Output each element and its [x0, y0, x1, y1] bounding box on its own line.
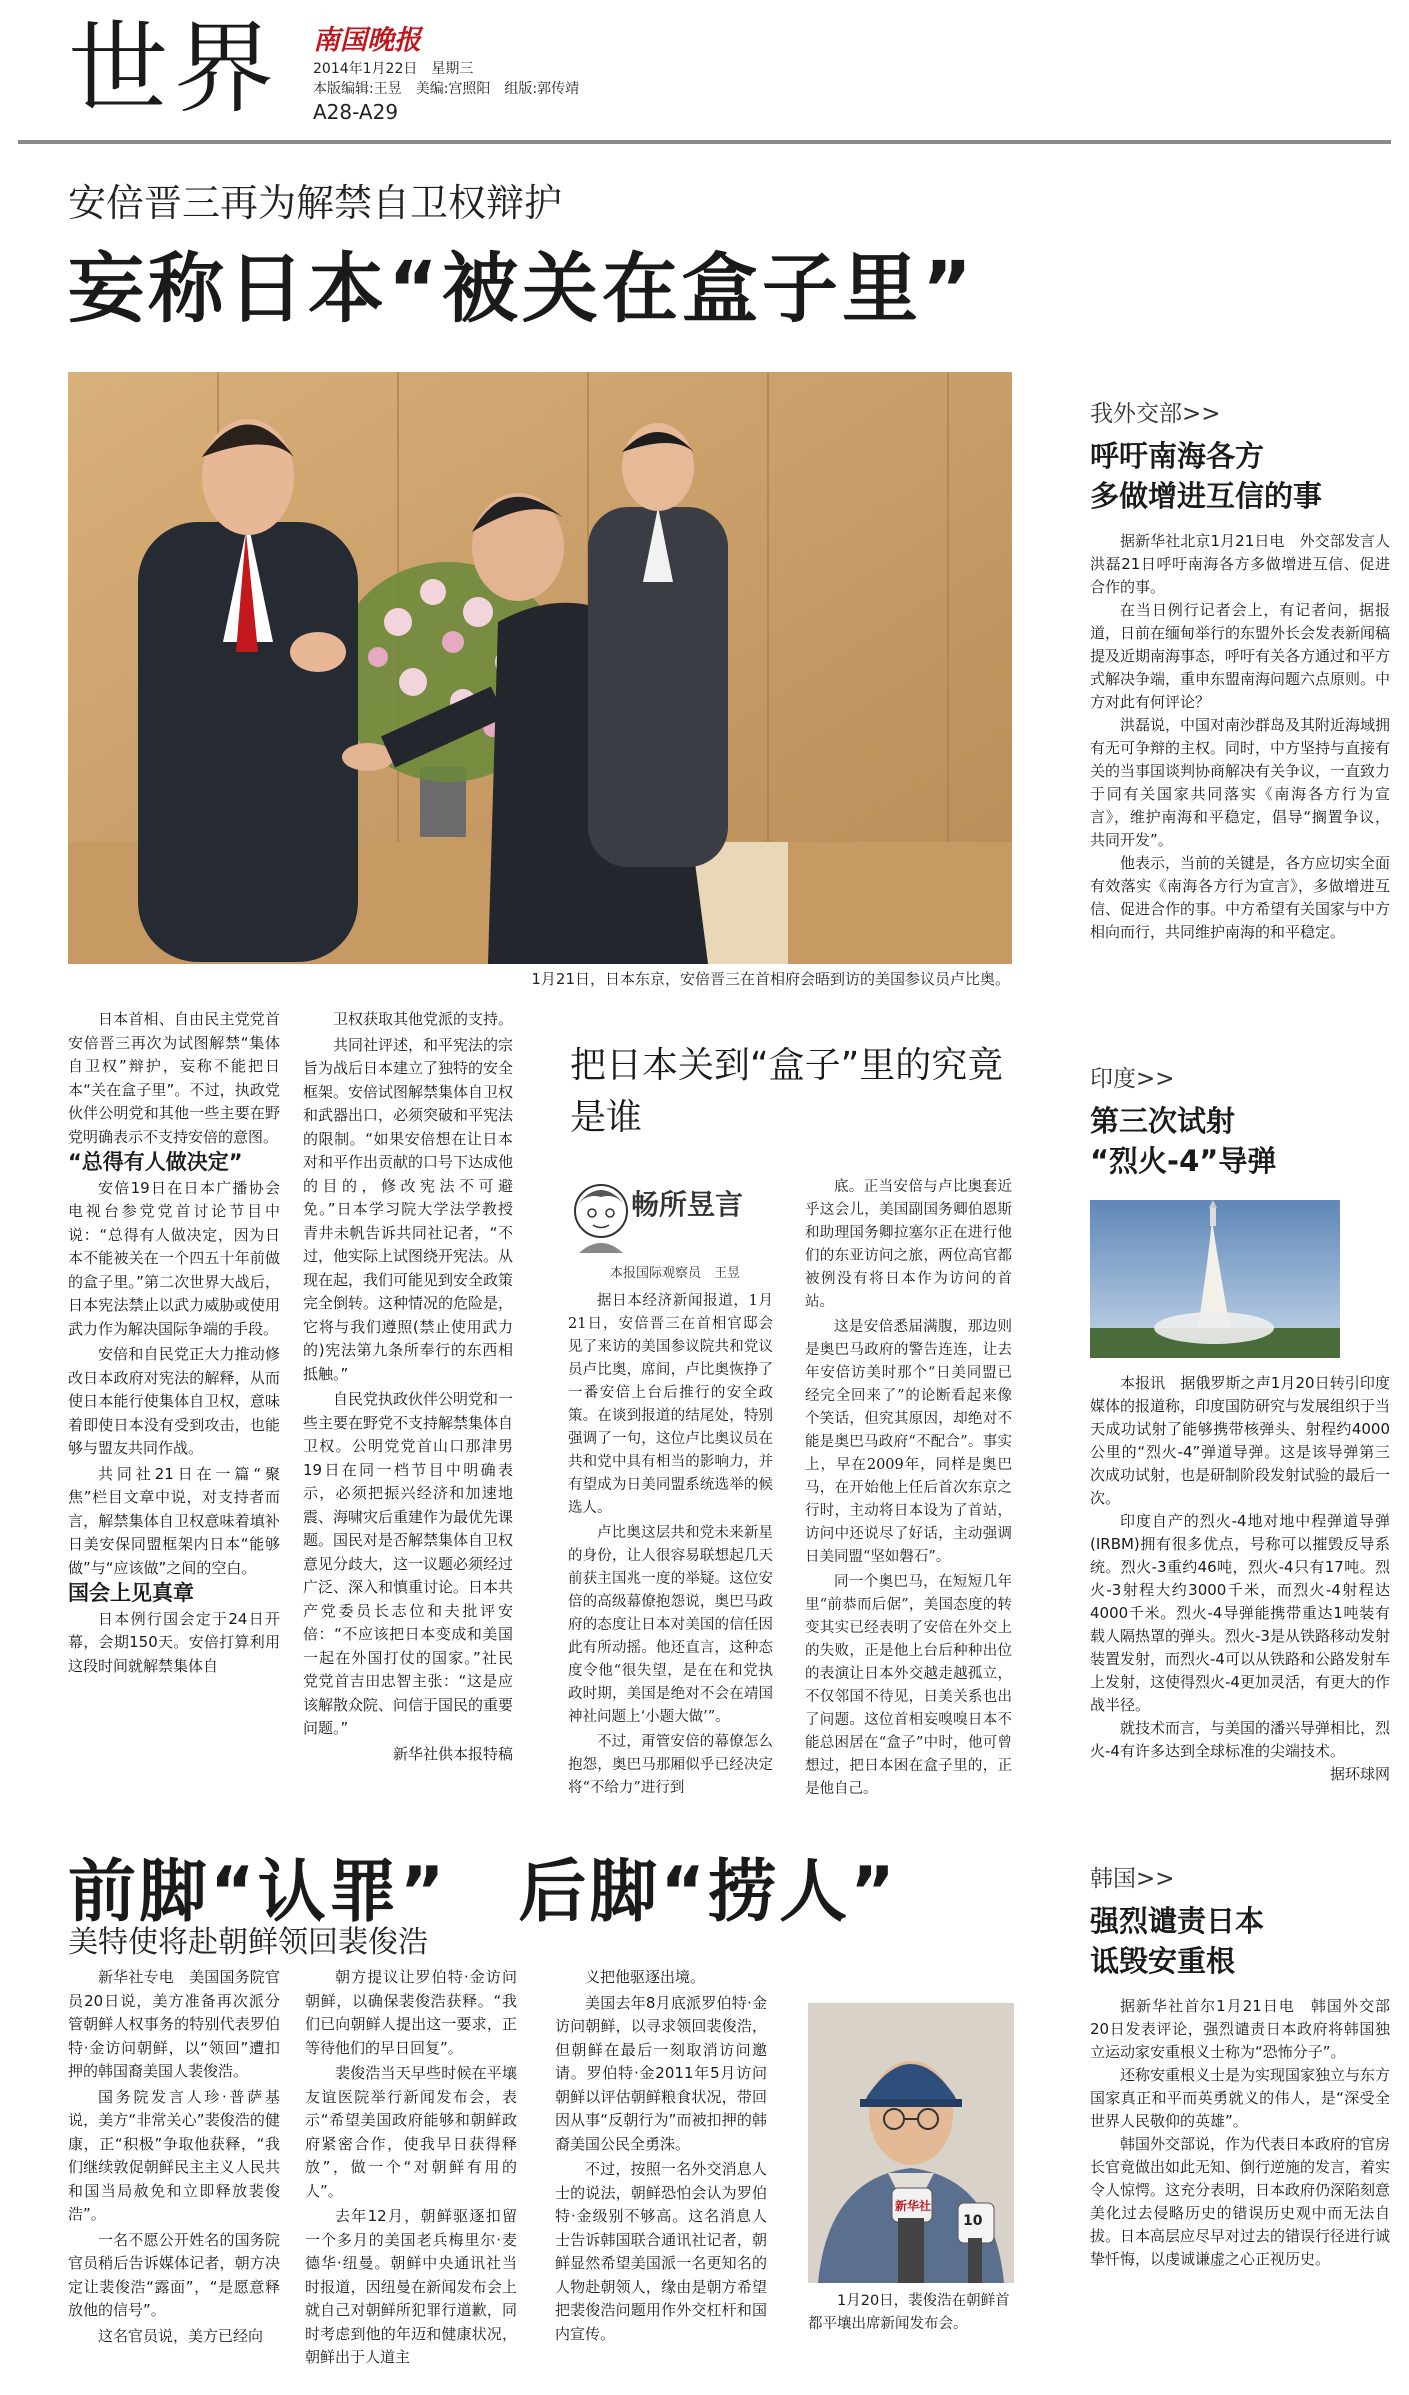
editor-credits: 本版编辑:王昱 美编:宫照阳 组版:郭传靖: [313, 81, 580, 97]
commentary-column-1: [568, 1290, 773, 1795]
sidebar-label-korea: 韩国>>: [1090, 1866, 1175, 1892]
lead-kicker: 安倍晋三再为解禁自卫权辩护: [68, 181, 563, 225]
second-headline: 前脚“认罪” 后脚“捞人”: [68, 1853, 898, 1932]
paragraph: 义把他驱逐出境。: [585, 1968, 706, 1986]
second-photo: [808, 2003, 1014, 2283]
paragraph: 朝方提议让罗伯特·金访问朝鲜，以确保裴俊浩获释。“我们已向朝鲜人提出这一要求，正等待他们的早日回复”。: [305, 1968, 517, 2057]
sidebar-india: [1090, 1060, 1390, 1181]
meeting-photo-illustration: [68, 372, 1012, 964]
article-credit: 据环球网: [1329, 1765, 1390, 1783]
press-conference-photo-illustration: [808, 2003, 1014, 2283]
section-title: 世界: [68, 10, 280, 127]
paragraph: 底。正当安倍与卢比奥套近乎这会儿，美国副国务卿伯恩斯和助理国务卿拉塞尔正在进行他们的东亚访问之旅，两位高官都被例没有将日本作为访问的首站。: [805, 1179, 1012, 1310]
second-photo-caption: 1月20日，裴俊浩在朝鲜首都平壤出席新闻发布会。: [808, 2293, 1010, 2332]
paragraph: 洪磊说，中国对南沙群岛及其附近海域拥有无可争辩的主权。同时，中方坚持与直接有关的当事国谈判协商解决有关争议，一直致力于同有关国家共同落实《南海各方行为宣言》，维护南海和平稳定，倡导“搁置争议，共同开发”。: [1090, 716, 1390, 849]
paragraph: 日本例行国会定于24日开幕，会期150天。安倍打算利用这段时间就解禁集体自: [68, 1609, 280, 1675]
second-column-2: [305, 1966, 517, 2376]
paragraph: 在当日例行记者会上，有记者问，据报道，日前在缅甸举行的东盟外长会发表新闻稿提及近期南海事态，呼吁有关各方通过和平方式解决争端，重申东盟南海问题六点原则。中方对此有何评论？: [1090, 601, 1390, 711]
missile-launch-illustration: [1090, 1200, 1340, 1358]
paragraph: 本报讯 据俄罗斯之声1月20日转引印度媒体的报道称，印度国防研究与发展组织于当天成功试射了能够携带核弹头、射程约4000公里的“烈火-4”弹道导弹。这是该导弹第三次成功试射，也是研制阶段发射试验的最后一次。: [1090, 1374, 1390, 1507]
commentary-title: 把日本关到“盒子”里的究竟是谁: [570, 1045, 1004, 1138]
paragraph: 这是安倍悉届满腹，那边则是奥巴马政府的警告连连，让去年安倍访美时那个“日美同盟已经完全回来了”的论断看起来像个笑话，但究其原因，却绝对不能是奥巴马政府“不配合”。事实上，早在2009年，同样是奥巴马，在开始他上任后首次东京之行时，主动将日本设为了首站，访问中还说尽了好话，主动强调日美同盟“坚如磐石”。: [805, 1319, 1012, 1565]
sidebar-body-1: [1090, 530, 1390, 1012]
paragraph: 美国去年8月底派罗伯特·金访问朝鲜，以寻求领回裴俊浩，但朝鲜在最后一刻取消访问邀请。罗伯特·金2011年5月访问朝鲜以评估朝鲜粮食状况，带回因从事“反朝行为”而被扣押的韩裔美国公民全勇洙。: [555, 1993, 767, 2153]
sidebar: [1090, 395, 1390, 1012]
columnist-portrait-icon: [565, 1175, 635, 1257]
paragraph: 就技术而言，与美国的潘兴导弹相比，烈火-4有许多达到全球标准的尖端技术。: [1090, 1719, 1390, 1760]
headline-line: “烈火-4”导弹: [1090, 1144, 1277, 1178]
missile-launch-photo: [1090, 1200, 1340, 1358]
headline-line: 诋毁安重根: [1090, 1944, 1236, 1978]
paragraph: 据日本经济新闻报道，1月21日，安倍晋三在首相官邸会见了来访的美国参议院共和党议员卢比奥，席间，卢比奥恢挣了一番安倍上台后推行的安全政策。在谈到报道的结尾处，特别强调了一句，这位卢比奥议员在共和党中具有相当的影响力，并有望成为日美同盟系统选举的候选人。: [568, 1293, 773, 1516]
second-column-3: [555, 1966, 767, 2376]
paragraph: 国务院发言人珍·普萨基说，美方“非常关心”裴俊浩的健康，正“积极”争取他获释，“我们继续敦促朝鲜民主主义人民共和国当局赦免和立即释放裴俊浩”。: [68, 2087, 280, 2223]
paragraph: 韩国外交部说，作为代表日本政府的官房长官竟做出如此无知、倒行逆施的发言，着实令人惊愕。这充分表明，日本政府仍深陷刻意美化过去侵略历史的错误历史观中而无法自拔。日本高层应尽早对过去的错误行径进行诚挚忏悔，以虔诚谦虚之心正视历史。: [1090, 2135, 1390, 2268]
issue-date: 2014年1月22日 星期三: [313, 61, 474, 77]
sidebar-label-india: 印度>>: [1090, 1066, 1175, 1092]
lead-column-1: [68, 1008, 280, 1798]
paragraph: 不过，甭管安倍的幕僚怎么抱怨，奥巴马那厢似乎已经决定将“不给力”进行到: [568, 1734, 773, 1795]
paragraph: 共同社21日在一篇“聚焦”栏目文章中说，对支持者而言，解禁集体自卫权意味着填补日美安保同盟框架内日本“能够做”与“应该做”之间的空白。: [68, 1464, 280, 1577]
paragraph: 他表示，当前的关键是，各方应切实全面有效落实《南海各方行为宣言》，多做增进互信、促进合作的事。中方希望有关国家与中方相向而行，共同维护南海的和平稳定。: [1090, 854, 1390, 941]
lead-photo-caption: 1月21日，日本东京，安倍晋三在首相府会晤到访的美国参议员卢比奥。: [531, 970, 1010, 988]
sidebar-label-foreign-ministry: 我外交部>>: [1090, 401, 1221, 427]
headline-line: 呼吁南海各方: [1090, 439, 1265, 473]
commentary-author: 本报国际观察员 王昱: [610, 1266, 741, 1281]
paragraph: 这名官员说，美方已经向: [98, 2326, 264, 2345]
paragraph: 不过，按照一名外交消息人士的说法，朝鲜恐怕会认为罗伯特·金级别不够高。这名消息人士告诉韩国联合通讯社记者，朝鲜显然希望美国派一名更知名的人物赴朝领人，缘由是朝方希望把裴俊浩问题用作外交杠杆和国内宣传。: [555, 2160, 767, 2343]
headline-line: 多做增进互信的事: [1090, 479, 1323, 513]
paragraph: 裴俊浩当天早些时候在平壤友谊医院举行新闻发布会，表示“希望美国政府能够和朝鲜政府紧密合作，使我早日获得释放”，做一个“对朝鲜有用的人”。: [305, 2064, 517, 2200]
lead-photo: [68, 372, 1012, 964]
subhead: “总得有人做决定”: [68, 1150, 243, 1174]
sidebar-headline-3: [1090, 1901, 1390, 1981]
microphone-label: 新华社: [895, 2199, 932, 2213]
paragraph: 一名不愿公开姓名的国务院官员稍后告诉媒体记者，朝方决定让裴俊浩“露面”，“是愿意释放他的信号”。: [68, 2230, 280, 2319]
paragraph: 印度自产的烈火-4地对地中程弹道导弹(IRBM)拥有很多优点，号称可以摧毁反导系统。烈火-3重约46吨，烈火-4只有17吨。烈火-3射程大约3000千米，而烈火-4射程达4000千米。烈火-4导弹能携带重达1吨装有载人隔热罩的弹头。烈火-3是从铁路移动发射装置发射，而烈火-4可以从铁路和公路发射车上发射，这使得烈火-4更加灵活，有更大的作战半径。: [1090, 1512, 1390, 1714]
sidebar-body-3: [1090, 1995, 1390, 2395]
column-name: 畅所昱言: [631, 1188, 744, 1221]
paragraph: 卫权获取其他党派的支持。: [333, 1010, 513, 1028]
second-column-1: [68, 1966, 280, 2376]
headline-line: 强烈谴责日本: [1090, 1904, 1265, 1938]
commentary-column-2: [805, 1176, 1012, 1796]
lead-headline: 妄称日本“被关在盒子里”: [68, 244, 976, 333]
lead-column-2: [303, 1008, 513, 1798]
paragraph: 同一个奥巴马，在短短几年里“前恭而后倨”，美国态度的转变其实已经表明了安倍在外交上的失败，正是他上台后种种出位的表演让日本外交越走越孤立，不仅邻国不待见，日美关系也出了问题。这位首相妄嗅嗅日本不能总困居在“盒子”中时，他可曾想过，把日本困在盒子里的，正是他自己。: [805, 1574, 1012, 1796]
paragraph: 共同社评述，和平宪法的宗旨为战后日本建立了独特的安全框架。安倍试图解禁集体自卫权和武器出口，必须突破和平宪法的限制。“如果安倍想在让日本对和平作出贡献的口号下达成他的目的，修改宪法不可避免。”日本学习院大学法学教授青井未帆告诉共同社记者，“不过，他实际上试图绕开宪法。从现在起，我们可能见到安全政策完全倒转。这种情况的危险是，它将与我们遵照(禁止使用武力的)宪法第九条所奉行的东西相抵触。”: [303, 1035, 513, 1383]
paragraph: 自民党执政伙伴公明党和一些主要在野党不支持解禁集体自卫权。公明党党首山口那津男19日在同一档节目中明确表示，必须把振兴经济和加速地震、海啸灾后重建作为最优先课题。国民对是否解禁集体自卫权意见分歧大，这一议题必须经过广泛、深入和慎重讨论。日本共产党委员长志位和夫批评安倍：“不应该把日本变成和美国一起在外国打仗的国家。”社民党党首吉田忠智主张：“这是应该解散众院、问信于国民的重要问题。”: [303, 1390, 513, 1737]
sidebar-body-2: [1090, 1372, 1390, 1812]
sidebar-headline-2: [1090, 1101, 1390, 1181]
paper-logo: 南国晚报: [313, 25, 421, 56]
second-kicker: 美特使将赴朝鲜领回裴俊浩: [68, 1925, 428, 1960]
paragraph: 据新华社首尔1月21日电 韩国外交部20日发表评论，强烈谴责日本政府将韩国独立运动家安重根义士称为“恐怖分子”。: [1090, 1997, 1390, 2061]
microphone-badge: 10: [963, 2213, 983, 2229]
page-numbers: A28-A29: [313, 100, 399, 124]
paragraph: 卢比奥这层共和党未来新星的身份，让人很容易联想起几天前获主国兆一度的举疑。这位安倍的高级幕僚抱怨说，奥巴马政府的态度让日本对美国的信任因此有所动摇。他还直言，这种态度令他“很失望，是在在和党执政时期，美国是绝对不会在靖国神社问题上‘小题大做’”。: [568, 1525, 773, 1725]
headline-line: 第三次试射: [1090, 1104, 1236, 1138]
paragraph: 安倍19日在日本广播协会电视台参党党首讨论节目中说：“总得有人做决定，因为日本不能被关在一个四五十年前做的盒子里。”第二次世界大战后，日本宪法禁止以武力威胁或使用武力作为解决国际争端的手段。: [68, 1178, 280, 1338]
sidebar-india-body-wrap: [1090, 1372, 1390, 1812]
paragraph: 去年12月，朝鲜驱逐扣留一个多月的美国老兵梅里尔·麦德华·纽曼。朝鲜中央通讯社当时报道，因纽曼在新闻发布会上就自己对朝鲜所犯罪行道歉，同时考虑到他的年迈和健康状况，朝鲜出于人道主: [305, 2207, 517, 2366]
article-credit: 新华社供本报特稿: [392, 1744, 513, 1763]
columnist-badge: [565, 1175, 755, 1257]
subhead: 国会上见真章: [68, 1581, 194, 1605]
sidebar-korea: [1090, 1860, 1390, 2395]
paragraph: 新华社专电 美国国务院官员20日说，美方准备再次派分管朝鲜人权事务的特别代表罗伯特·金访问朝鲜，以“领回”遭扣押的韩国裔美国人裴俊浩。: [68, 1968, 280, 2080]
masthead-rule: [18, 140, 1391, 144]
paragraph: 还称安重根义士是为实现国家独立与东方国家真正和平而英勇就义的伟人，是“深受全世界人民敬仰的英雄”。: [1090, 2066, 1390, 2130]
paragraph: 据新华社北京1月21日电 外交部发言人洪磊21日呼吁南海各方多做增进互信、促进合作的事。: [1090, 532, 1390, 596]
paragraph: 安倍和自民党正大力推动修改日本政府对宪法的解释，从而使日本能行使集体自卫权，意味着即使日本没有受到攻击，也能够与盟友共同作战。: [68, 1345, 280, 1457]
sidebar-headline-1: [1090, 436, 1390, 516]
paragraph: 日本首相、自由民主党党首安倍晋三再次为试图解禁“集体自卫权”辩护，妄称不能把日本“关在盒子里”。不过，执政党伙伴公明党和其他一些主要在野党明确表示不支持安倍的意图。: [68, 1010, 280, 1146]
